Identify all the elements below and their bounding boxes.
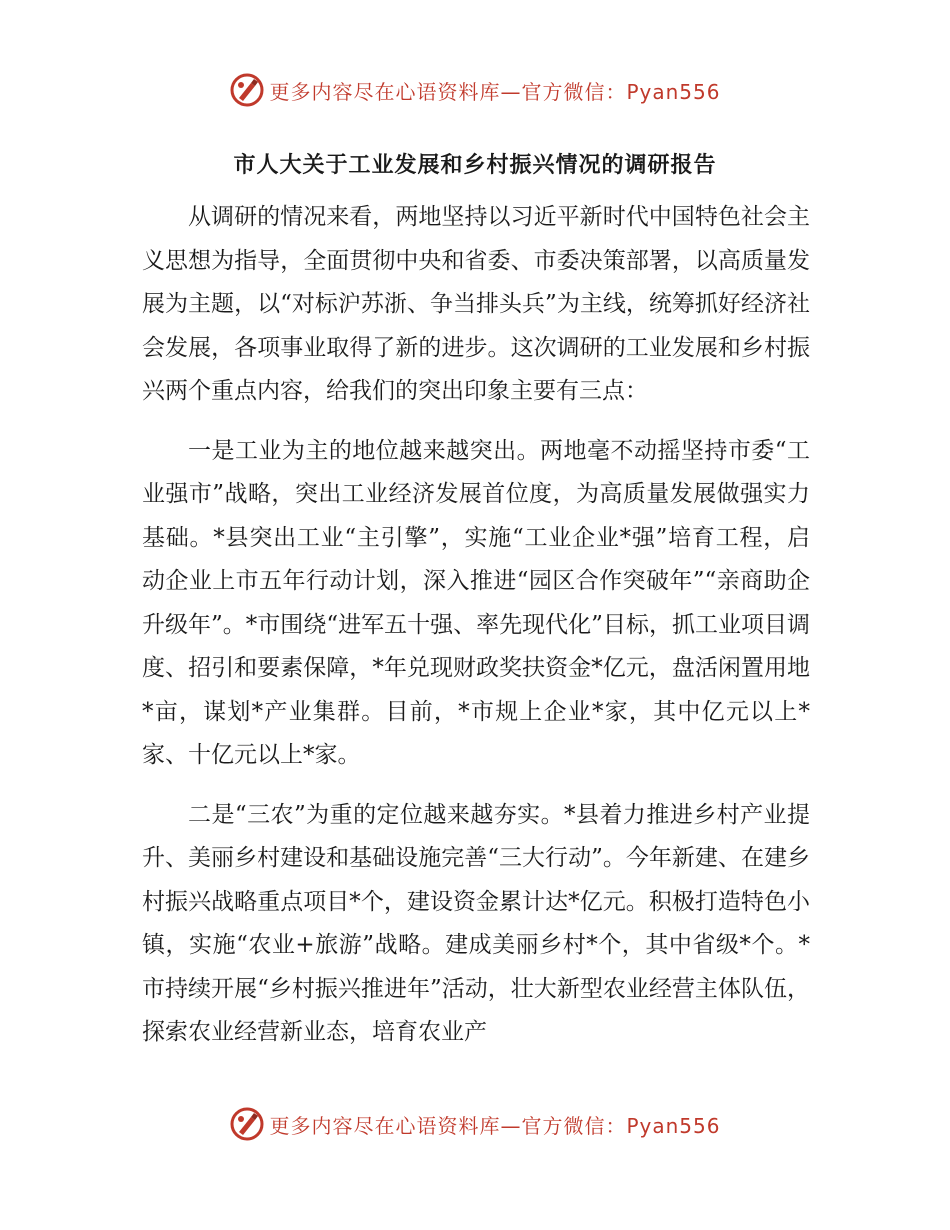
paragraph-intro: 从调研的情况来看，两地坚持以习近平新时代中国特色社会主义思想为指导，全面贯彻中央和省委、市委决策部署，以高质量发展为主题，以“对标沪苏浙、争当排头兵”为主线，统筹抓好经济社会发展，各项事业取得了新的进步。这次调研的工业发展和乡村振兴两个重点内容，给我们的突出印象主要有三点：: [142, 204, 810, 404]
document-title: 市人大关于工业发展和乡村振兴情况的调研报告: [233, 153, 717, 178]
watermark-text: 更多内容尽在心语资料库—官方微信：Pyan556: [269, 1113, 721, 1138]
document-body: [142, 196, 810, 1071]
watermark-banner-top: [0, 68, 950, 112]
paragraph-agriculture: 二是“三农”为重的定位越来越夯实。*县着力推进乡村产业提升、美丽乡村建设和基础设施完善“三大行动”。今年新建、在建乡村振兴战略重点项目*个，建设资金累计达*亿元。积极打造特色小镇，实施“农业+旅游”战略。建成美丽乡村*个，其中省级*个。*市持续开展“乡村振兴推进年”活动，壮大新型农业经营主体队伍，探索农业经营新业态，培育农业产: [142, 801, 810, 1045]
pen-seal-icon: [229, 1106, 265, 1142]
paragraph-industry: 一是工业为主的地位越来越突出。两地毫不动摇坚持市委“工业强市”战略，突出工业经济发展首位度，为高质量发展做强实力基础。*县突出工业“主引擎”，实施“工业企业*强”培育工程，启动企业上市五年行动计划，深入推进“园区合作突破年”“亲商助企升级年”。*市围绕“进军五十强、率先现代化”目标，抓工业项目调度、招引和要素保障，*年兑现财政奖扶资金*亿元，盘活闲置用地*亩，谋划*产业集群。目前，*市规上企业*家，其中亿元以上*家、十亿元以上*家。: [142, 437, 810, 768]
watermark-text: 更多内容尽在心语资料库—官方微信：Pyan556: [269, 79, 721, 104]
pen-seal-icon: [229, 72, 265, 108]
watermark-banner-bottom: [0, 1102, 950, 1146]
